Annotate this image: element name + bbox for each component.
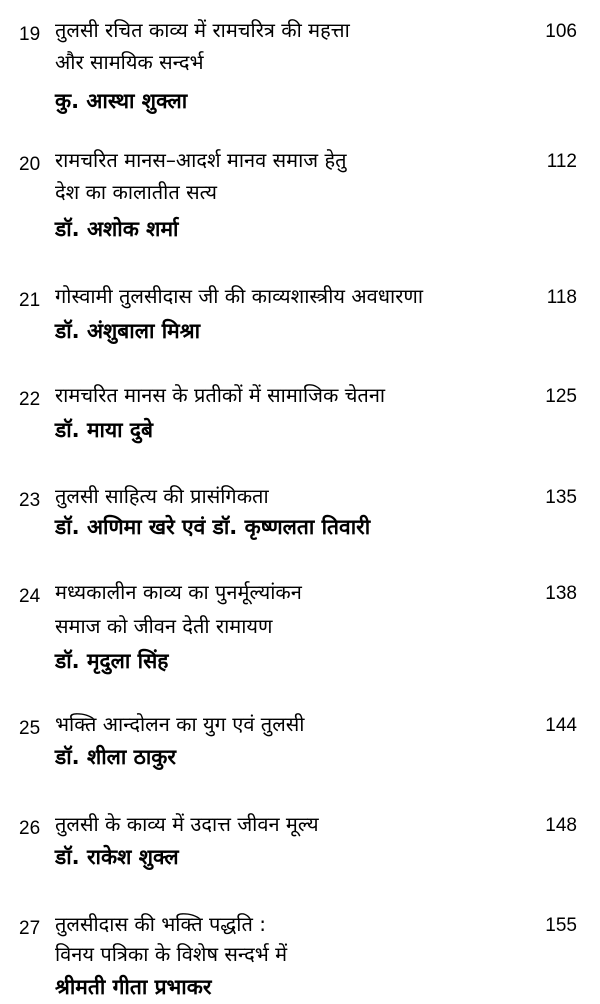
entry-author: डॉ. राकेश शुक्ल — [55, 845, 179, 869]
entry-number: 27 — [19, 918, 41, 939]
entry-number: 20 — [19, 154, 41, 175]
entry-page-number: 118 — [546, 287, 577, 308]
entry-title-line: गोस्वामी तुलसीदास जी की काव्यशास्त्रीय अवधारणा — [55, 284, 424, 308]
entry-title-line: तुलसी के काव्य में उदात्त जीवन मूल्य — [55, 812, 319, 836]
entry-author: डॉ. अणिमा खरे एवं डॉ. कृष्णलता तिवारी — [55, 515, 371, 539]
entry-number: 25 — [19, 718, 41, 739]
entry-author: डॉ. शीला ठाकुर — [55, 745, 177, 769]
entry-title-line: तुलसीदास की भक्ति पद्धति : — [55, 912, 266, 936]
entry-title-line: विनय पत्रिका के विशेष सन्दर्भ में — [55, 942, 288, 966]
entry-title-line: समाज को जीवन देती रामायण — [55, 614, 273, 638]
entry-number: 26 — [19, 818, 41, 839]
entry-page-number: 148 — [545, 815, 577, 836]
entry-author: डॉ. माया दुबे — [55, 418, 154, 442]
entry-title-line: मध्यकालीन काव्य का पुनर्मूल्यांकन — [55, 580, 302, 604]
entry-page-number: 135 — [545, 487, 577, 508]
entry-page-number: 144 — [545, 715, 577, 736]
entry-author: श्रीमती गीता प्रभाकर — [55, 975, 212, 999]
entry-number: 21 — [19, 290, 41, 311]
entry-title-line: और सामयिक सन्दर्भ — [55, 50, 204, 74]
entry-number: 19 — [19, 24, 41, 45]
entry-title-line: रामचरित मानस के प्रतीकों में सामाजिक चेतना — [55, 383, 386, 407]
entry-page-number: 125 — [545, 386, 577, 407]
entry-title-line: तुलसी रचित काव्य में रामचरित्र की महत्ता — [55, 18, 350, 42]
entry-page-number: 155 — [545, 915, 577, 936]
entry-page-number: 138 — [545, 583, 577, 604]
entry-title-line: भक्ति आन्दोलन का युग एवं तुलसी — [55, 712, 305, 736]
entry-page-number: 112 — [546, 151, 577, 172]
entry-title-line: देश का कालातीत सत्य — [55, 180, 218, 204]
entry-page-number: 106 — [545, 21, 577, 42]
entry-author: डॉ. मृदुला सिंह — [55, 649, 169, 673]
entry-author: डॉ. अशोक शर्मा — [55, 217, 179, 241]
entry-number: 22 — [19, 389, 41, 410]
entry-number: 24 — [19, 586, 41, 607]
entry-title-line: रामचरित मानस–आदर्श मानव समाज हेतु — [55, 148, 347, 172]
entry-number: 23 — [19, 490, 41, 511]
entry-author: कु. आस्था शुक्ला — [55, 89, 188, 113]
entry-title-line: तुलसी साहित्य की प्रासंगिकता — [55, 484, 269, 508]
entry-author: डॉ. अंशुबाला मिश्रा — [55, 319, 201, 343]
